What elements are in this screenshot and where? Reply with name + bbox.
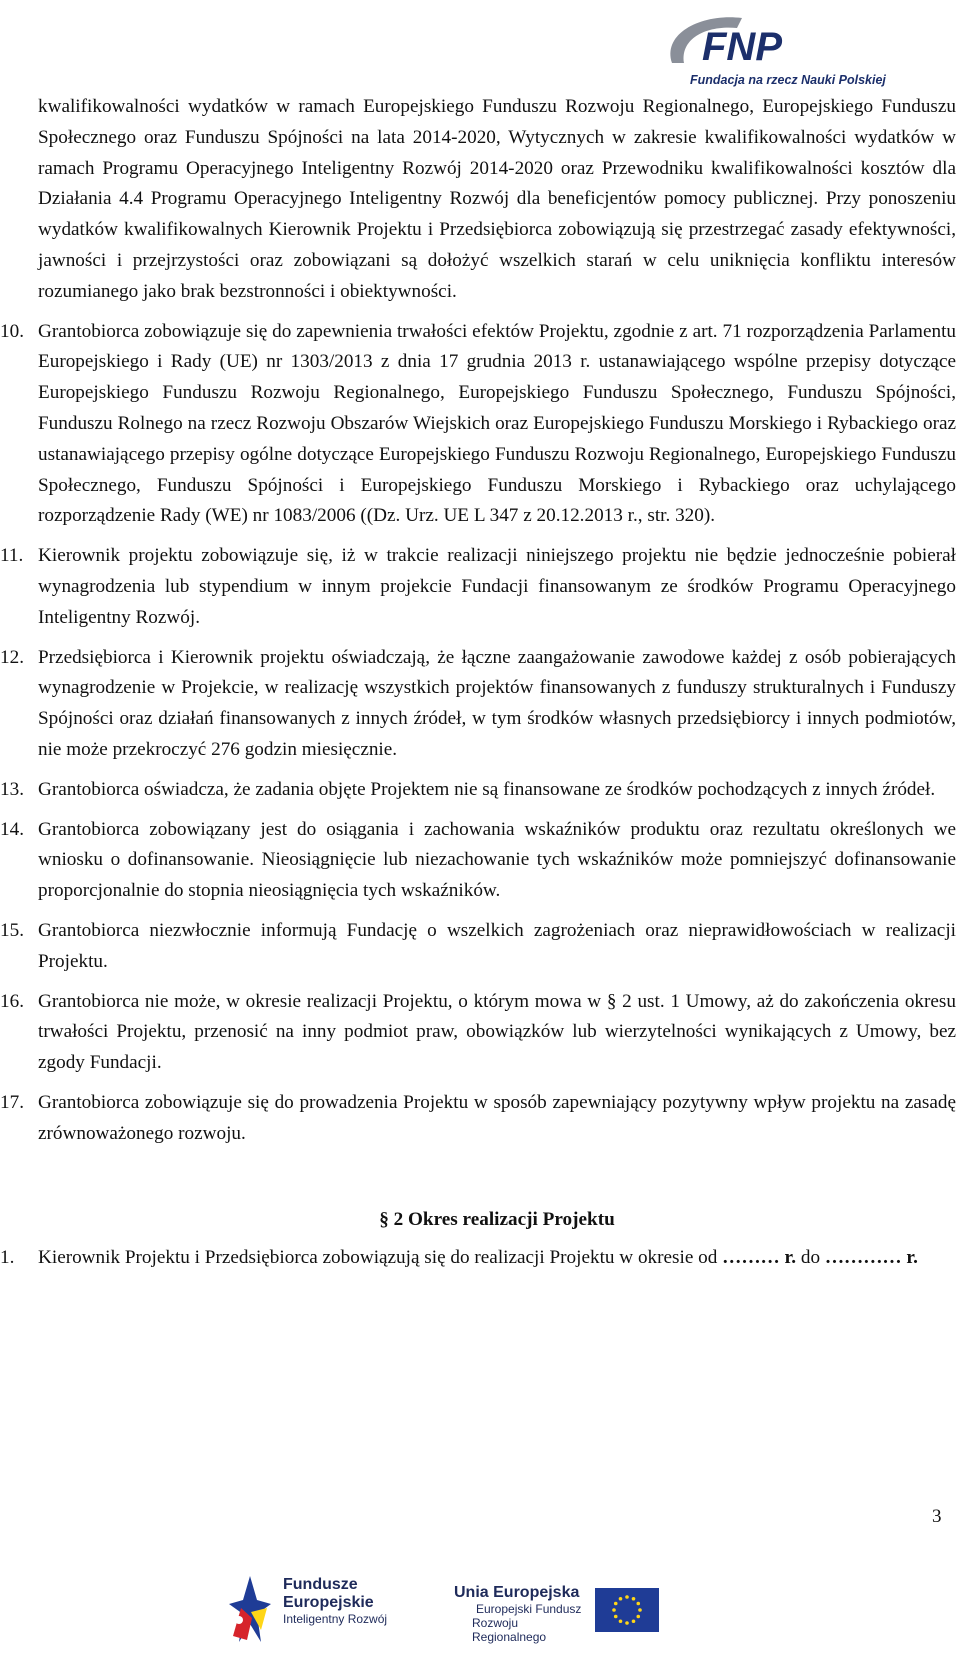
eu-star [619,1619,623,1623]
list-item [0,916,956,978]
list-item-text: Grantobiorca oświadcza, że zadania objęte Projektem nie są finansowane ze środków pochodzących z innych źródeł. [38,778,936,800]
list-item-text [38,1243,956,1274]
eu-star [632,1619,636,1623]
ue-subtitle-line2: Rozwoju Regionalnego [472,1616,547,1644]
eu-flag-icon [595,1588,659,1632]
intro-paragraph: kwalifikowalności wydatków w ramach Europejskiego Funduszu Rozwoju Regionalnego, Europejskiego Funduszu Społecznego oraz Funduszu Spójności na lata 2014-2020, Wytycznych w zakresie kwalifikowalności wydatków w ramach Programu Operacyjnego Inteligentny Rozwój 2014-2020 oraz Przewodniku kwalifikowalności kosztów dla Działania 4.4 Programu Operacyjnego Inteligentny Rozwój dla beneficjentów pomocy publicznej. Przy ponoszeniu wydatków kwalifikowalnych Kierownik Projektu i Przedsiębiorca zobowiązują się przestrzegać zasady efektywności, jawności i przejrzystości oraz zobowiązani są dołożyć wszelkich starań w celu uniknięcia konfliktu interesów rozumianego jako brak bezstronności i obiektywności. [38,96,956,302]
fnp-logo-graphic [662,8,922,98]
fnp-logo-subtitle: Fundacja na rzecz Nauki Polskiej [690,73,886,87]
list-item [0,1088,956,1150]
fe-star-icon [227,1574,273,1646]
unia-europejska-logo [454,1570,594,1650]
list-item-number: 17. [0,1091,24,1113]
document-body [0,92,956,1283]
eu-star [612,1608,616,1612]
eu-star [636,1615,640,1619]
list-item [0,317,956,533]
fnp-logo [662,8,922,98]
eu-star [619,1597,623,1601]
fe-title-line1: Fundusze [283,1576,358,1593]
list-item-number: 15. [0,919,24,941]
ue-title: Unia Europejska [454,1584,580,1601]
footer-logos [0,1570,960,1654]
list-item-number: 11. [0,545,24,567]
list-item-text: Grantobiorca zobowiązuje się do zapewnienia trwałości efektów Projektu, zgodnie z art. 71 rozporządzenia Parlamentu Europejskiego i Rady (UE) nr 1303/2013 z dnia 17 grudnia 2013 r. ustanawiającego wspólne przepisy dotyczące Europejskiego Funduszu Rozwoju Regionalnego, Europejskiego Funduszu Społecznego, Funduszu Spójności, Funduszu Rolnego na rzecz Rozwoju Obszarów Wiejskich oraz Europejskiego Funduszu Morskiego i Rybackiego oraz ustanawiającego przepisy ogólne dotyczące Europejskiego Funduszu Rozwoju Regionalnego, Europejskiego Funduszu Społecznego, Funduszu Spójności i Europejskiego Funduszu Morskiego i Rybackiego oraz uchylającego rozporządzenie Rady (WE) nr 1083/2006 ((Dz. Urz. UE L 347 z 20.12.2013 r., str. 320). [38,320,956,527]
fnp-logo-text: FNP [702,25,782,69]
list-item-number: 12. [0,646,24,668]
fe-subtitle: Inteligentny Rozwój [283,1612,388,1626]
section2-item [0,1243,956,1274]
list-item-text: Grantobiorca zobowiązuje się do prowadzenia Projektu w sposób zapewniający pozytywny wpływ projektu na zasadę zrównoważonego rozwoju. [38,1091,956,1144]
numbered-list [0,317,956,1150]
list-item [0,775,956,806]
list-item-number: 13. [0,778,24,800]
item-text-part: do [796,1247,825,1269]
eu-star [636,1602,640,1606]
list-item [0,987,956,1079]
page-number: 3 [932,1506,942,1527]
list-item [0,643,956,766]
eu-star [614,1602,618,1606]
list-item-number: 1. [0,1247,15,1269]
list-item [0,541,956,633]
list-item-text: Grantobiorca niezwłocznie informują Fundację o wszelkich zagrożeniach oraz nieprawidłowościach w realizacji Projektu. [38,919,956,972]
eu-star [614,1615,618,1619]
eu-star [638,1608,642,1612]
list-item-text: Grantobiorca nie może, w okresie realizacji Projektu, o którym mowa w § 2 ust. 1 Umowy, aż do zakończenia okresu trwałości Projektu, przenosić na inny podmiot praw, obowiązków lub wierzytelności wynikających z Umowy, bez zgody Fundacji. [38,990,956,1074]
date-placeholder-end: ………… r. [824,1247,918,1269]
list-item-number: 16. [0,990,24,1012]
list-item-text: Przedsiębiorca i Kierownik projektu oświadczają, że łączne zaangażowanie zawodowe każdej z osób pobierających wynagrodzenie w Projekcie, w realizację wszystkich projektów finansowanych z funduszy strukturalnych i Funduszy Spójności oraz działań finansowanych z innych źródeł, w tym środków własnych przedsiębiorcy i innych podmiotów, nie może przekroczyć 276 godzin miesięcznie. [38,646,956,760]
fundusze-europejskie-logo [243,1570,443,1650]
fe-title-line2: Europejskie [283,1594,374,1611]
eu-star [625,1595,629,1599]
item-text-part: Kierownik Projektu i Przedsiębiorca zobowiązują się do realizacji Projektu w okresie od [38,1247,723,1269]
list-item-number: 14. [0,818,24,840]
date-placeholder-start: ……… r. [722,1247,797,1269]
list-item-text: Grantobiorca zobowiązany jest do osiągania i zachowania wskaźników produktu oraz rezultatu określonych we wniosku o dofinansowanie. Nieosiągnięcie lub niezachowanie tych wskaźników może pomniejszyć dofinansowanie proporcjonalnie do stopnia nieosiągnięcia tych wskaźników. [38,818,956,902]
eu-star [625,1621,629,1625]
eu-star [632,1597,636,1601]
ue-subtitle-line1: Europejski Fundusz [476,1602,582,1616]
section-heading: § 2 Okres realizacji Projektu [379,1208,615,1230]
list-item [0,815,956,907]
list-item-text: Kierownik projektu zobowiązuje się, iż w trakcie realizacji niniejszego projektu nie będzie jednocześnie pobierał wynagrodzenia lub stypendium w innym projekcie Fundacji finansowanym ze środków Programu Operacyjnego Inteligentny Rozwój. [38,545,956,628]
list-item-number: 10. [0,320,24,342]
